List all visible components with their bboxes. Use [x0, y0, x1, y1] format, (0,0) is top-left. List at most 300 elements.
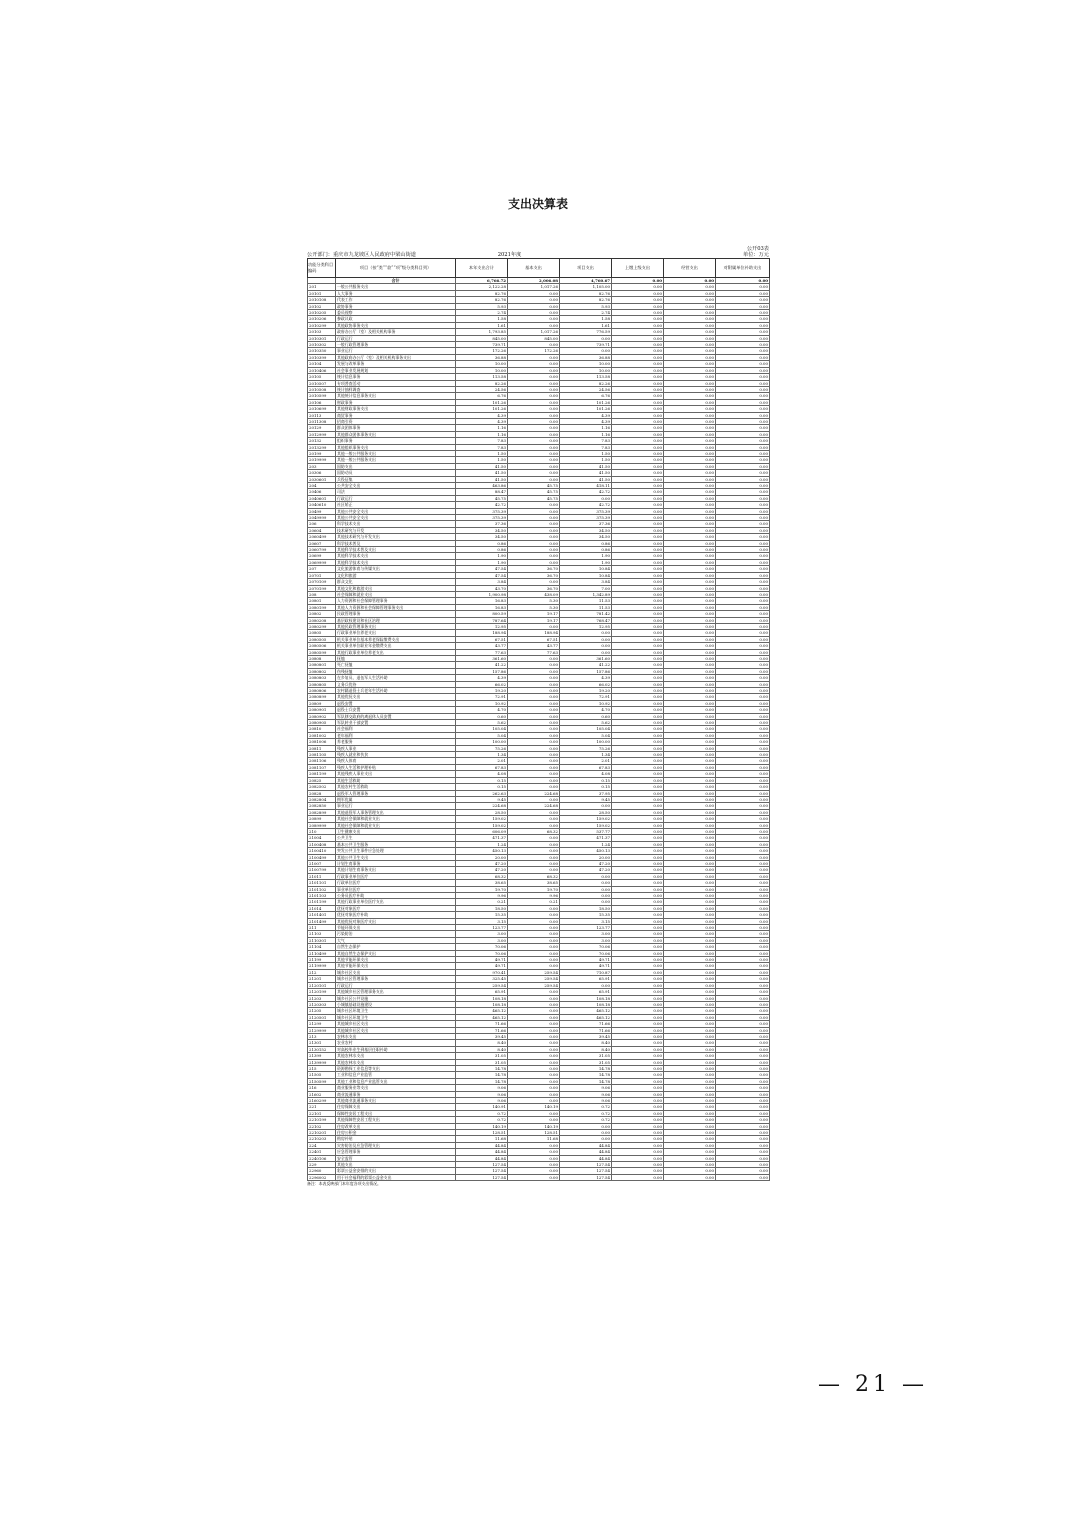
cell-business: 0.00 — [664, 598, 716, 604]
cell-code: 2010299 — [308, 322, 336, 328]
cell-subsidy: 0.00 — [716, 547, 770, 553]
cell-subsidy: 0.00 — [716, 604, 770, 610]
cell-name: 住房保障支出 — [336, 1104, 456, 1110]
cell-subsidy: 0.00 — [716, 1014, 770, 1020]
cell-upper: 0.00 — [612, 348, 664, 354]
cell-basic: 0.00 — [508, 848, 560, 854]
cell-total: 606.09 — [456, 828, 508, 834]
cell-code: 2101199 — [308, 899, 336, 905]
header-business: 经营支出 — [664, 259, 716, 278]
cell-business: 0.00 — [664, 944, 716, 950]
cell-total: 4.08 — [456, 771, 508, 777]
cell-total: 44.84 — [456, 1155, 508, 1161]
cell-code: 20103 — [308, 329, 336, 335]
cell-basic: 0.00 — [508, 732, 560, 738]
cell-upper: 0.00 — [612, 412, 664, 418]
cell-subsidy: 0.00 — [716, 1168, 770, 1174]
cell-code: 2019999 — [308, 457, 336, 463]
cell-subsidy: 0.00 — [716, 348, 770, 354]
cell-basic: 0.00 — [508, 950, 560, 956]
cell-business: 0.00 — [664, 969, 716, 975]
cell-upper: 0.00 — [612, 1155, 664, 1161]
cell-upper: 0.00 — [612, 585, 664, 591]
cell-name: 城乡社区环境卫生 — [336, 1014, 456, 1020]
cell-business: 0.00 — [664, 399, 716, 405]
cell-total: 66.02 — [456, 681, 508, 687]
cell-subsidy: 0.00 — [716, 463, 770, 469]
cell-business: 0.00 — [664, 937, 716, 943]
cell-code: 206 — [308, 521, 336, 527]
cell-project: 11.53 — [560, 604, 612, 610]
cell-subsidy: 0.00 — [716, 1046, 770, 1052]
cell-subsidy: 0.00 — [716, 649, 770, 655]
cell-business: 0.00 — [664, 668, 716, 674]
cell-subsidy: 0.00 — [716, 438, 770, 444]
cell-code: 21014 — [308, 905, 336, 911]
cell-name: 代表工作 — [336, 297, 456, 303]
header-subsidy: 对附属单位补助支出 — [716, 259, 770, 278]
cell-business: 0.00 — [664, 732, 716, 738]
cell-upper: 0.00 — [612, 816, 664, 822]
cell-upper: 0.00 — [612, 1078, 664, 1084]
cell-project: 4.39 — [560, 675, 612, 681]
cell-business: 0.00 — [664, 764, 716, 770]
cell-basic: 172.26 — [508, 348, 560, 354]
cell-name: 其他优抚支出 — [336, 694, 456, 700]
cell-project: 1.34 — [560, 752, 612, 758]
cell-total: 159.02 — [456, 822, 508, 828]
cell-business: 0.00 — [664, 463, 716, 469]
cell-subsidy: 0.00 — [716, 739, 770, 745]
cell-code: 2160299 — [308, 1098, 336, 1104]
cell-project: 72.91 — [560, 694, 612, 700]
cell-basic: 36.70 — [508, 572, 560, 578]
cell-subsidy: 0.00 — [716, 726, 770, 732]
cell-basic: 0.00 — [508, 399, 560, 405]
cell-project: 6.76 — [560, 393, 612, 399]
cell-business: 0.00 — [664, 1098, 716, 1104]
cell-total: 4.39 — [456, 418, 508, 424]
cell-project: 47.20 — [560, 867, 612, 873]
cell-name: 工业和信息产业监管 — [336, 1072, 456, 1078]
cell-business: 0.00 — [664, 329, 716, 335]
cell-total: 9.06 — [456, 1085, 508, 1091]
cell-upper: 0.00 — [612, 630, 664, 636]
cell-business: 0.00 — [664, 521, 716, 527]
cell-project: 39.45 — [560, 1033, 612, 1039]
cell-business: 0.00 — [664, 611, 716, 617]
cell-code: 22401 — [308, 1149, 336, 1155]
cell-code: 2210199 — [308, 1117, 336, 1123]
cell-total: 44.84 — [456, 1142, 508, 1148]
cell-business: 0.00 — [664, 950, 716, 956]
cell-business: 0.00 — [664, 393, 716, 399]
cell-upper: 0.00 — [612, 796, 664, 802]
cell-upper: 0.00 — [612, 431, 664, 437]
cell-project: 1,342.89 — [560, 591, 612, 597]
cell-name: 其他商业流通事务支出 — [336, 1098, 456, 1104]
cell-code: 20811 — [308, 745, 336, 751]
cell-upper: 0.00 — [612, 643, 664, 649]
cell-total: 105.04 — [456, 726, 508, 732]
cell-business: 0.00 — [664, 367, 716, 373]
cell-business: 0.00 — [664, 828, 716, 834]
cell-basic: 0.00 — [508, 1059, 560, 1065]
cell-subsidy: 0.00 — [716, 534, 770, 540]
cell-business: 0.00 — [664, 630, 716, 636]
cell-upper: 0.00 — [612, 918, 664, 924]
cell-project: 41.22 — [560, 662, 612, 668]
cell-subsidy: 0.00 — [716, 1174, 770, 1180]
cell-upper: 0.00 — [612, 784, 664, 790]
cell-subsidy: 0.00 — [716, 1085, 770, 1091]
cell-business: 0.00 — [664, 515, 716, 521]
cell-total: 157.86 — [456, 668, 508, 674]
cell-total: 0.86 — [456, 540, 508, 546]
cell-code: 2101499 — [308, 918, 336, 924]
cell-total: 47.20 — [456, 860, 508, 866]
cell-name: 卫生健康支出 — [336, 828, 456, 834]
cell-subsidy: 0.00 — [716, 662, 770, 668]
cell-subsidy: 0.00 — [716, 476, 770, 482]
cell-upper: 0.00 — [612, 873, 664, 879]
cell-code: 2080802 — [308, 668, 336, 674]
cell-code: 208 — [308, 591, 336, 597]
cell-project: 776.59 — [560, 329, 612, 335]
cell-project: 1.58 — [560, 316, 612, 322]
cell-business: 0.00 — [664, 591, 716, 597]
cell-code: 2210201 — [308, 1130, 336, 1136]
cell-subsidy: 0.00 — [716, 1104, 770, 1110]
cell-upper: 0.00 — [612, 1142, 664, 1148]
cell-upper: 0.00 — [612, 662, 664, 668]
cell-project: 0.00 — [560, 873, 612, 879]
cell-code: 2101102 — [308, 886, 336, 892]
cell-subsidy: 0.00 — [716, 425, 770, 431]
cell-upper: 0.00 — [612, 617, 664, 623]
cell-upper: 0.00 — [612, 1033, 664, 1039]
cell-total: 188.94 — [456, 630, 508, 636]
cell-total: 5.93 — [456, 303, 508, 309]
cell-project: 71.66 — [560, 1027, 612, 1033]
cell-code: 2010350 — [308, 348, 336, 354]
cell-name: 科学技术支出 — [336, 521, 456, 527]
cell-project: 36.88 — [560, 354, 612, 360]
cell-upper: 0.00 — [612, 957, 664, 963]
cell-name: 机关事业单位基本养老保险缴费支出 — [336, 636, 456, 642]
cell-total: 101.26 — [456, 399, 508, 405]
cell-name: 委员视察 — [336, 310, 456, 316]
cell-total: 37.36 — [456, 521, 508, 527]
cell-total: 15.35 — [456, 912, 508, 918]
cell-name: 其他农林水支出 — [336, 1053, 456, 1059]
cell-total: 47.54 — [456, 566, 508, 572]
cell-project: 0.00 — [560, 893, 612, 899]
cell-upper: 0.00 — [612, 931, 664, 937]
cell-business: 0.00 — [664, 547, 716, 553]
cell-upper: 0.00 — [612, 1174, 664, 1180]
cell-basic: 0.00 — [508, 957, 560, 963]
cell-project: 41.50 — [560, 463, 612, 469]
cell-project: 0.15 — [560, 784, 612, 790]
cell-project: 1,105.00 — [560, 284, 612, 290]
cell-business: 0.00 — [664, 745, 716, 751]
cell-basic: 0.00 — [508, 1155, 560, 1161]
cell-basic: 0.00 — [508, 406, 560, 412]
cell-name: 其他技术研究与开发支出 — [336, 534, 456, 540]
cell-basic: 0.00 — [508, 457, 560, 463]
cell-subsidy: 0.00 — [716, 1123, 770, 1129]
cell-total: 72.91 — [456, 694, 508, 700]
cell-basic: 0.00 — [508, 1162, 560, 1168]
cell-project: 7.83 — [560, 444, 612, 450]
cell-business: 0.00 — [664, 694, 716, 700]
cell-upper: 0.00 — [612, 1053, 664, 1059]
cell-upper: 0.00 — [612, 553, 664, 559]
cell-basic: 0.00 — [508, 707, 560, 713]
cell-total: 68.32 — [456, 873, 508, 879]
cell-code: 20810 — [308, 726, 336, 732]
cell-code: 22102 — [308, 1123, 336, 1129]
cell-subsidy: 0.00 — [716, 995, 770, 1001]
cell-name: 灾害防治及应急管理支出 — [336, 1142, 456, 1148]
cell-total: 7.83 — [456, 438, 508, 444]
cell-code: 21205 — [308, 1008, 336, 1014]
cell-basic: 438.09 — [508, 591, 560, 597]
cell-subsidy: 0.00 — [716, 809, 770, 815]
cell-name: 住房改革支出 — [336, 1123, 456, 1129]
cell-basic: 259.54 — [508, 982, 560, 988]
cell-basic: 0.00 — [508, 438, 560, 444]
cell-business: 0.00 — [664, 1174, 716, 1180]
cell-upper: 0.00 — [612, 1136, 664, 1142]
cell-project: 0.00 — [560, 643, 612, 649]
cell-upper: 0.00 — [612, 1110, 664, 1116]
cell-basic: 0.00 — [508, 809, 560, 815]
cell-business: 0.00 — [664, 386, 716, 392]
cell-basic: 0.00 — [508, 918, 560, 924]
cell-subsidy: 0.00 — [716, 367, 770, 373]
cell-basic: 0.00 — [508, 675, 560, 681]
cell-total: 127.54 — [456, 1162, 508, 1168]
cell-basic: 0.00 — [508, 681, 560, 687]
cell-basic: 68.32 — [508, 828, 560, 834]
cell-business: 0.00 — [664, 572, 716, 578]
cell-upper: 0.00 — [612, 835, 664, 841]
cell-basic: 0.00 — [508, 995, 560, 1001]
cell-subsidy: 0.00 — [716, 816, 770, 822]
cell-name: 其他公共安全支出 — [336, 515, 456, 521]
cell-basic: 1,017.26 — [508, 284, 560, 290]
cell-project: 5.62 — [560, 720, 612, 726]
cell-name: 其他城乡社区支出 — [336, 1027, 456, 1033]
cell-upper: 0.00 — [612, 1021, 664, 1027]
cell-subsidy: 0.00 — [716, 585, 770, 591]
cell-upper: 0.00 — [612, 944, 664, 950]
cell-subsidy: 0.00 — [716, 732, 770, 738]
cell-upper: 0.00 — [612, 809, 664, 815]
cell-business: 0.00 — [664, 348, 716, 354]
cell-name: 社会福利 — [336, 726, 456, 732]
cell-upper: 0.00 — [612, 297, 664, 303]
cell-business: 0.00 — [664, 758, 716, 764]
cell-project: 10.84 — [560, 566, 612, 572]
cell-subsidy: 0.00 — [716, 700, 770, 706]
cell-business: 0.00 — [664, 1130, 716, 1136]
cell-upper: 0.00 — [612, 752, 664, 758]
cell-business: 0.00 — [664, 681, 716, 687]
cell-upper: 0.00 — [612, 1059, 664, 1065]
cell-name: 兵役征集 — [336, 476, 456, 482]
cell-basic: 77.63 — [508, 649, 560, 655]
cell-project: 15.35 — [560, 912, 612, 918]
cell-code: 2080208 — [308, 617, 336, 623]
cell-subsidy: 0.00 — [716, 630, 770, 636]
cell-basic: 224.68 — [508, 790, 560, 796]
cell-upper: 0.00 — [612, 1040, 664, 1046]
cell-name: 农业农村 — [336, 1040, 456, 1046]
cell-project: 34.50 — [560, 534, 612, 540]
cell-subsidy: 0.00 — [716, 752, 770, 758]
cell-business: 0.00 — [664, 1149, 716, 1155]
cell-basic: 0.00 — [508, 989, 560, 995]
cell-basic: 0.00 — [508, 752, 560, 758]
cell-basic: 0.00 — [508, 1174, 560, 1180]
cell-upper: 0.00 — [612, 489, 664, 495]
cell-project: 31.05 — [560, 1059, 612, 1065]
cell-name: 政府办公厅（室）及相关机构事务 — [336, 329, 456, 335]
cell-name: 行政运行 — [336, 982, 456, 988]
cell-business: 0.00 — [664, 335, 716, 341]
cell-business: 0.00 — [664, 1059, 716, 1065]
cell-name: 事业单位医疗 — [336, 886, 456, 892]
cell-business: 0.00 — [664, 771, 716, 777]
cell-basic: 140.19 — [508, 1123, 560, 1129]
cell-upper: 0.00 — [612, 995, 664, 1001]
cell-basic: 9.96 — [508, 893, 560, 899]
cell-code: 2139999 — [308, 1059, 336, 1065]
cell-code: 2081105 — [308, 752, 336, 758]
cell-upper: 0.00 — [612, 963, 664, 969]
cell-project: 1.16 — [560, 425, 612, 431]
cell-project: 4.39 — [560, 418, 612, 424]
cell-name: 文化和旅游 — [336, 572, 456, 578]
cell-basic: 0.00 — [508, 354, 560, 360]
cell-project: 0.72 — [560, 1110, 612, 1116]
cell-subsidy: 0.00 — [716, 707, 770, 713]
cell-project: 0.00 — [560, 880, 612, 886]
cell-subsidy: 0.00 — [716, 963, 770, 969]
cell-project: 70.06 — [560, 950, 612, 956]
cell-upper: 0.00 — [612, 598, 664, 604]
cell-basic: 0.00 — [508, 1142, 560, 1148]
cell-name: 人大事务 — [336, 290, 456, 296]
cell-code: 2100408 — [308, 841, 336, 847]
cell-total: 172.26 — [456, 348, 508, 354]
cell-basic: 0.00 — [508, 1021, 560, 1027]
data-table — [307, 278, 770, 1181]
cell-code: 2080806 — [308, 688, 336, 694]
cell-total: 100.00 — [456, 739, 508, 745]
cell-total: 10.00 — [456, 361, 508, 367]
cell-subsidy: 0.00 — [716, 982, 770, 988]
cell-project: 537.77 — [560, 828, 612, 834]
cell-project: 471.37 — [560, 835, 612, 841]
cell-business: 0.00 — [664, 905, 716, 911]
cell-basic: 0.00 — [508, 700, 560, 706]
table-row — [308, 1174, 770, 1180]
cell-basic: 43.77 — [508, 643, 560, 649]
cell-basic: 0.00 — [508, 521, 560, 527]
cell-basic: 0.00 — [508, 374, 560, 380]
cell-name: 其他社会保障和就业支出 — [336, 822, 456, 828]
cell-total: 11.68 — [456, 1136, 508, 1142]
cell-project: 1.90 — [560, 559, 612, 565]
cell-code: 2040601 — [308, 495, 336, 501]
cell-business: 0.00 — [664, 707, 716, 713]
cell-subsidy: 0.00 — [716, 393, 770, 399]
cell-name: 组织事务 — [336, 438, 456, 444]
cell-basic: 0.00 — [508, 912, 560, 918]
cell-upper: 0.00 — [612, 418, 664, 424]
cell-total: 4.39 — [456, 412, 508, 418]
cell-upper: 0.00 — [612, 566, 664, 572]
cell-project: 0.00 — [560, 1123, 612, 1129]
cell-project: 1.90 — [560, 553, 612, 559]
cell-total: 1.61 — [456, 322, 508, 328]
page-title: 支出决算表 — [507, 197, 568, 211]
cell-business: 0.00 — [664, 284, 716, 290]
cell-name: 其他组织事务支出 — [336, 444, 456, 450]
cell-subsidy: 0.00 — [716, 675, 770, 681]
cell-name: 伤残抚恤 — [336, 668, 456, 674]
cell-upper: 0.00 — [612, 380, 664, 386]
cell-business: 0.00 — [664, 297, 716, 303]
cell-subsidy: 0.00 — [716, 623, 770, 629]
cell-total: 123.77 — [456, 925, 508, 931]
cell-business: 0.00 — [664, 854, 716, 860]
cell-project: 105.04 — [560, 726, 612, 732]
cell-project: 9.06 — [560, 1091, 612, 1097]
cell-business: 0.00 — [664, 809, 716, 815]
cell-name: 机关事业单位职业年金缴费支出 — [336, 643, 456, 649]
cell-subsidy: 0.00 — [716, 886, 770, 892]
cell-upper: 0.00 — [612, 354, 664, 360]
cell-subsidy: 0.00 — [716, 1008, 770, 1014]
cell-upper: 0.00 — [612, 1168, 664, 1174]
cell-subsidy: 0.00 — [716, 969, 770, 975]
cell-code: 2296002 — [308, 1174, 336, 1180]
cell-code: 22101 — [308, 1110, 336, 1116]
cell-business: 0.00 — [664, 873, 716, 879]
cell-code: 2010301 — [308, 335, 336, 341]
cell-code: 2080905 — [308, 720, 336, 726]
cell-total: 41.50 — [456, 463, 508, 469]
cell-business: 0.00 — [664, 860, 716, 866]
cell-total: 1.50 — [456, 457, 508, 463]
cell-name: 退役军人管理事务 — [336, 790, 456, 796]
cell-total: 28.50 — [456, 809, 508, 815]
cell-business: 0.00 — [664, 617, 716, 623]
cell-total: 7.83 — [456, 444, 508, 450]
cell-name: 其他科学技术支出 — [336, 559, 456, 565]
cell-total: 465.12 — [456, 1014, 508, 1020]
cell-project: 41.50 — [560, 476, 612, 482]
cell-business: 0.00 — [664, 739, 716, 745]
cell-upper: 0.00 — [612, 393, 664, 399]
cell-name: 统计抽样调查 — [336, 386, 456, 392]
cell-subsidy: 0.00 — [716, 758, 770, 764]
